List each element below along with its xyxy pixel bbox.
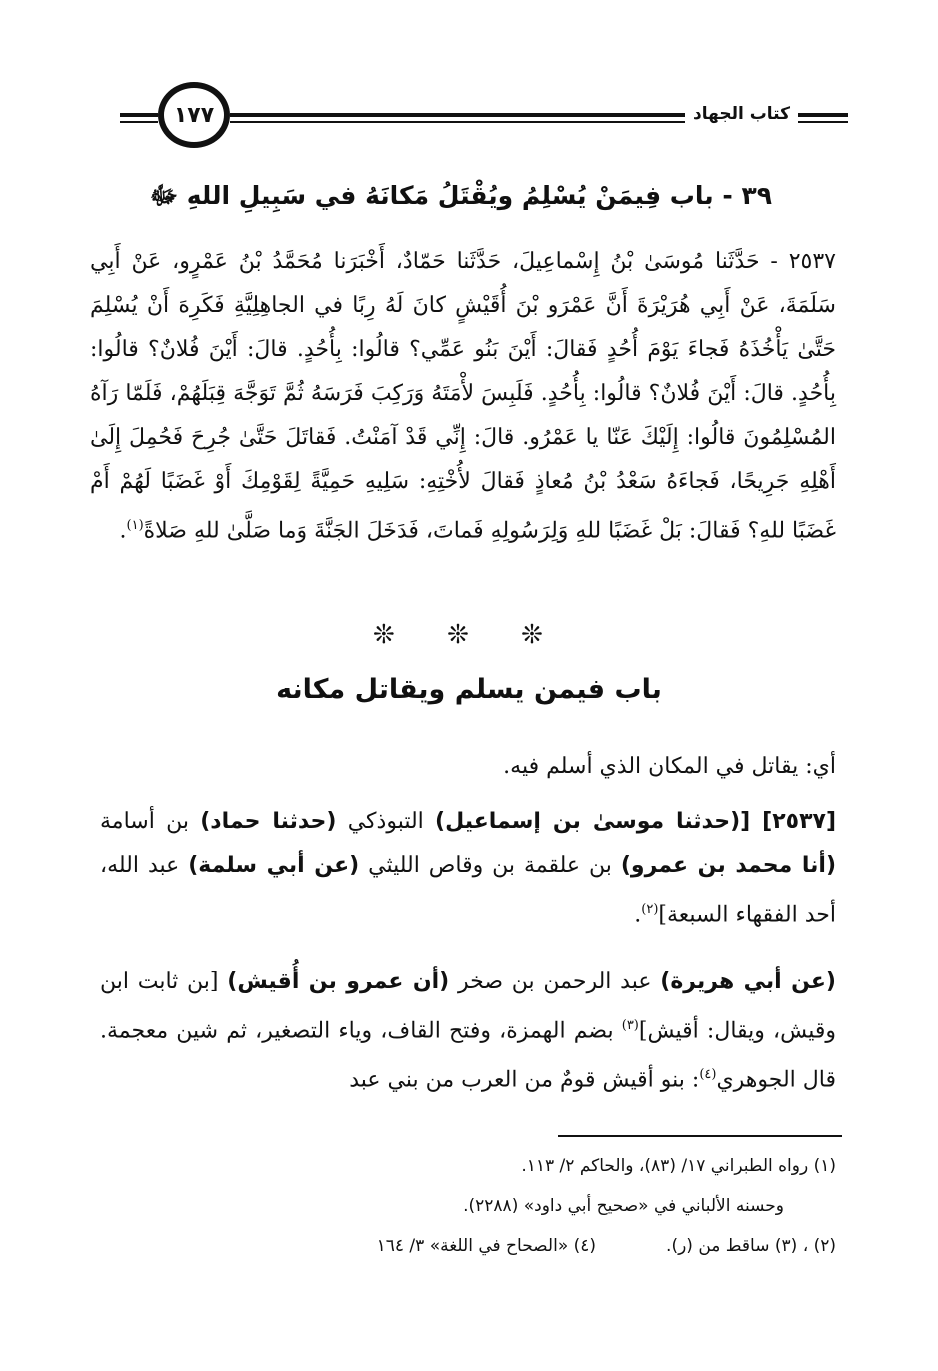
commentary-text: عبد الرحمن بن صخر [449, 969, 661, 994]
commentary-paragraph-3 [100, 960, 836, 1103]
footnotes [100, 1146, 836, 1266]
chapter-title: ٣٩ - باب فِيمَنْ يُسْلِمُ ويُقْتَلُ مَكانَهُ في سَبِيلِ اللهِ ﷻ [149, 181, 772, 210]
footnote-ref-2: (٢) [641, 902, 659, 917]
commentary-bold: (أنا محمد بن عمرو) [620, 853, 837, 878]
footnote-2-3: (٢) ، (٣) ساقط من (ر). [666, 1236, 836, 1256]
commentary-text: [بن ثابت ابن وقيش، ويقال: أقيش] [100, 969, 836, 1044]
commentary-bold: (أن عمرو بن أُقيش) [227, 969, 450, 994]
commentary-bold: [٢٥٣٧] [(حدثنا موسىٰ بن إسماعيل) [435, 809, 836, 834]
footnote-row-2 [100, 1226, 836, 1266]
footnote-4: (٤) «الصحاح في اللغة» ٣/ ١٦٤ [376, 1236, 597, 1256]
footnote-1-continued: وحسنه الألباني في «صحيح أبي داود» (٢٢٨٨). [463, 1196, 784, 1216]
footnote-ref-4: (٤) [699, 1067, 717, 1083]
footnote-1: (١) رواه الطبراني ١٧/ (٨٣)، والحاكم ٢/ ١١٣. [521, 1156, 836, 1176]
commentary-text: التبوذكي [336, 809, 436, 834]
separator-stars: ❊ ❊ ❊ [373, 620, 565, 650]
footnote-ref-3: (٣) [621, 1018, 639, 1033]
page-header [120, 82, 848, 152]
commentary-bold: (عن أبي سلمة) [188, 853, 360, 878]
hadith-text: ٢٥٣٧ - حَدَّثَنا مُوسَىٰ بْنُ إِسْماعِيلَ، حَدَّثَنا حَمّادٌ، أَخْبَرَنا مُحَمَّدُ بْنُ عَمْرٍو، عَنْ أَبِي سَلَمَةَ، عَنْ أَبِي هُرَيْرَةَ أَنَّ عَمْرَو بْنَ أُقَيْشٍ كانَ لَهُ رِبًا في الجاهِلِيَّةِ فَكَرِهَ أَنْ يُسْلِمَ حَتَّىٰ يَأْخُذَهُ فَجاءَ يَوْمَ أُحُدٍ فَقالَ: أَيْنَ بَنُو عَمِّي؟ قالُوا: بِأُحُدٍ. قالَ: أَيْنَ فُلانٌ؟ قالُوا: بِأُحُدٍ. قالَ: أَيْنَ فُلانٌ؟ قالُوا: بِأُحُدٍ. فَلَبِسَ لأْمَتَهُ وَرَكِبَ فَرَسَهُ ثُمَّ تَوَجَّهَ قِبَلَهُمْ، فَلَمّا رَآهُ المُسْلِمُونَ قالُوا: إِلَيْكَ عَنّا يا عَمْرُو. قالَ: إِنِّي قَدْ آمَنْتُ. فَقاتَلَ حَتَّىٰ جُرِحَ فَحُمِلَ إِلَىٰ أَهْلِهِ جَرِيحًا، فَجاءَهُ سَعْدُ بْنُ مُعاذٍ فَقالَ لأُخْتِهِ: سَلِيهِ حَمِيَّةً لِقَوْمِكَ أَوْ غَضَبًا لَهُمْ أَمْ غَضَبًا للهِ؟ فَقالَ: بَلْ غَضَبًا للهِ وَلِرَسُولِهِ فَماتَ، فَدَخَلَ الجَنَّةَ وَما صَلَّىٰ للهِ صَلاةً$^{(١)}$. [90, 249, 836, 544]
commentary-text: : بنو أقيش قومٌ من العرب من بني عبد [349, 1067, 700, 1093]
page-number: ١٧٧ [158, 82, 230, 148]
running-title: كتاب الجهاد [685, 104, 798, 124]
commentary-text: عبد الله، أحد الفقهاء السبعة] [100, 853, 836, 928]
commentary-paragraph-1: أي: يقاتل في المكان الذي أسلم فيه. [503, 754, 836, 779]
hadith-body: ٢٥٣٧ - حَدَّثَنا مُوسَىٰ بْنُ إِسْماعِيلَ، حَدَّثَنا حَمّادٌ، أَخْبَرَنا مُحَمَّدُ بْنُ عَمْرٍو، عَنْ أَبِي سَلَمَةَ، عَنْ أَبِي هُرَيْرَةَ أَنَّ عَمْرَو بْنَ أُقَيْشٍ كانَ لَهُ رِبًا في الجاهِلِيَّةِ فَكَرِهَ أَنْ يُسْلِمَ حَتَّىٰ يَأْخُذَهُ فَجاءَ يَوْمَ أُحُدٍ فَقالَ: أَيْنَ بَنُو عَمِّي؟ قالُوا: بِأُحُدٍ. قالَ: أَيْنَ فُلانٌ؟ قالُوا: بِأُحُدٍ. قالَ: أَيْنَ فُلانٌ؟ قالُوا: بِأُحُدٍ. فَلَبِسَ لأْمَتَهُ وَرَكِبَ فَرَسَهُ ثُمَّ تَوَجَّهَ قِبَلَهُمْ، فَلَمّا رَآهُ المُسْلِمُونَ قالُوا: إِلَيْكَ عَنّا يا عَمْرُو. قالَ: إِنِّي قَدْ آمَنْتُ. فَقاتَلَ حَتَّىٰ جُرِحَ فَحُمِلَ إِلَىٰ أَهْلِهِ جَرِيحًا، فَجاءَهُ سَعْدُ بْنُ مُعاذٍ فَقالَ لأُخْتِهِ: سَلِيهِ حَمِيَّةً لِقَوْمِكَ أَوْ غَضَبًا لَهُمْ أَمْ غَضَبًا للهِ؟ فَقالَ: بَلْ غَضَبًا للهِ وَلِرَسُولِهِ فَماتَ، فَدَخَلَ الجَنَّةَ وَما صَلَّىٰ للهِ صَلاةً [90, 249, 836, 544]
commentary-bold: (حدثنا حماد) [200, 809, 337, 834]
header-rule-left [120, 113, 158, 117]
section-title: باب فيمن يسلم ويقاتل مكانه [276, 674, 662, 705]
header-rule-left-thin [120, 121, 158, 123]
commentary-paragraph-2: [٢٥٣٧] [(حدثنا موسىٰ بن إسماعيل) التبوذكي (حدثنا حماد) بن أسامة (أنا محمد بن عمرو) بن علقمة بن وقاص الليثي (عن أبي سلمة) عبد الله، أحد الفقهاء السبعة]$^{(٢)}$. [100, 809, 837, 928]
commentary-text: بن أسامة [100, 809, 201, 834]
commentary-bold: (عن أبي هريرة) [660, 969, 836, 994]
commentary-text: بضم الهمزة، وفتح القاف، وياء التصغير، ثم شين معجمة. قال الجوهري [100, 1018, 836, 1093]
footnote-ref-1: (١) [126, 518, 144, 533]
footnote-divider [558, 1135, 842, 1137]
commentary-text: بن علقمة بن وقاص الليثي [359, 853, 621, 878]
